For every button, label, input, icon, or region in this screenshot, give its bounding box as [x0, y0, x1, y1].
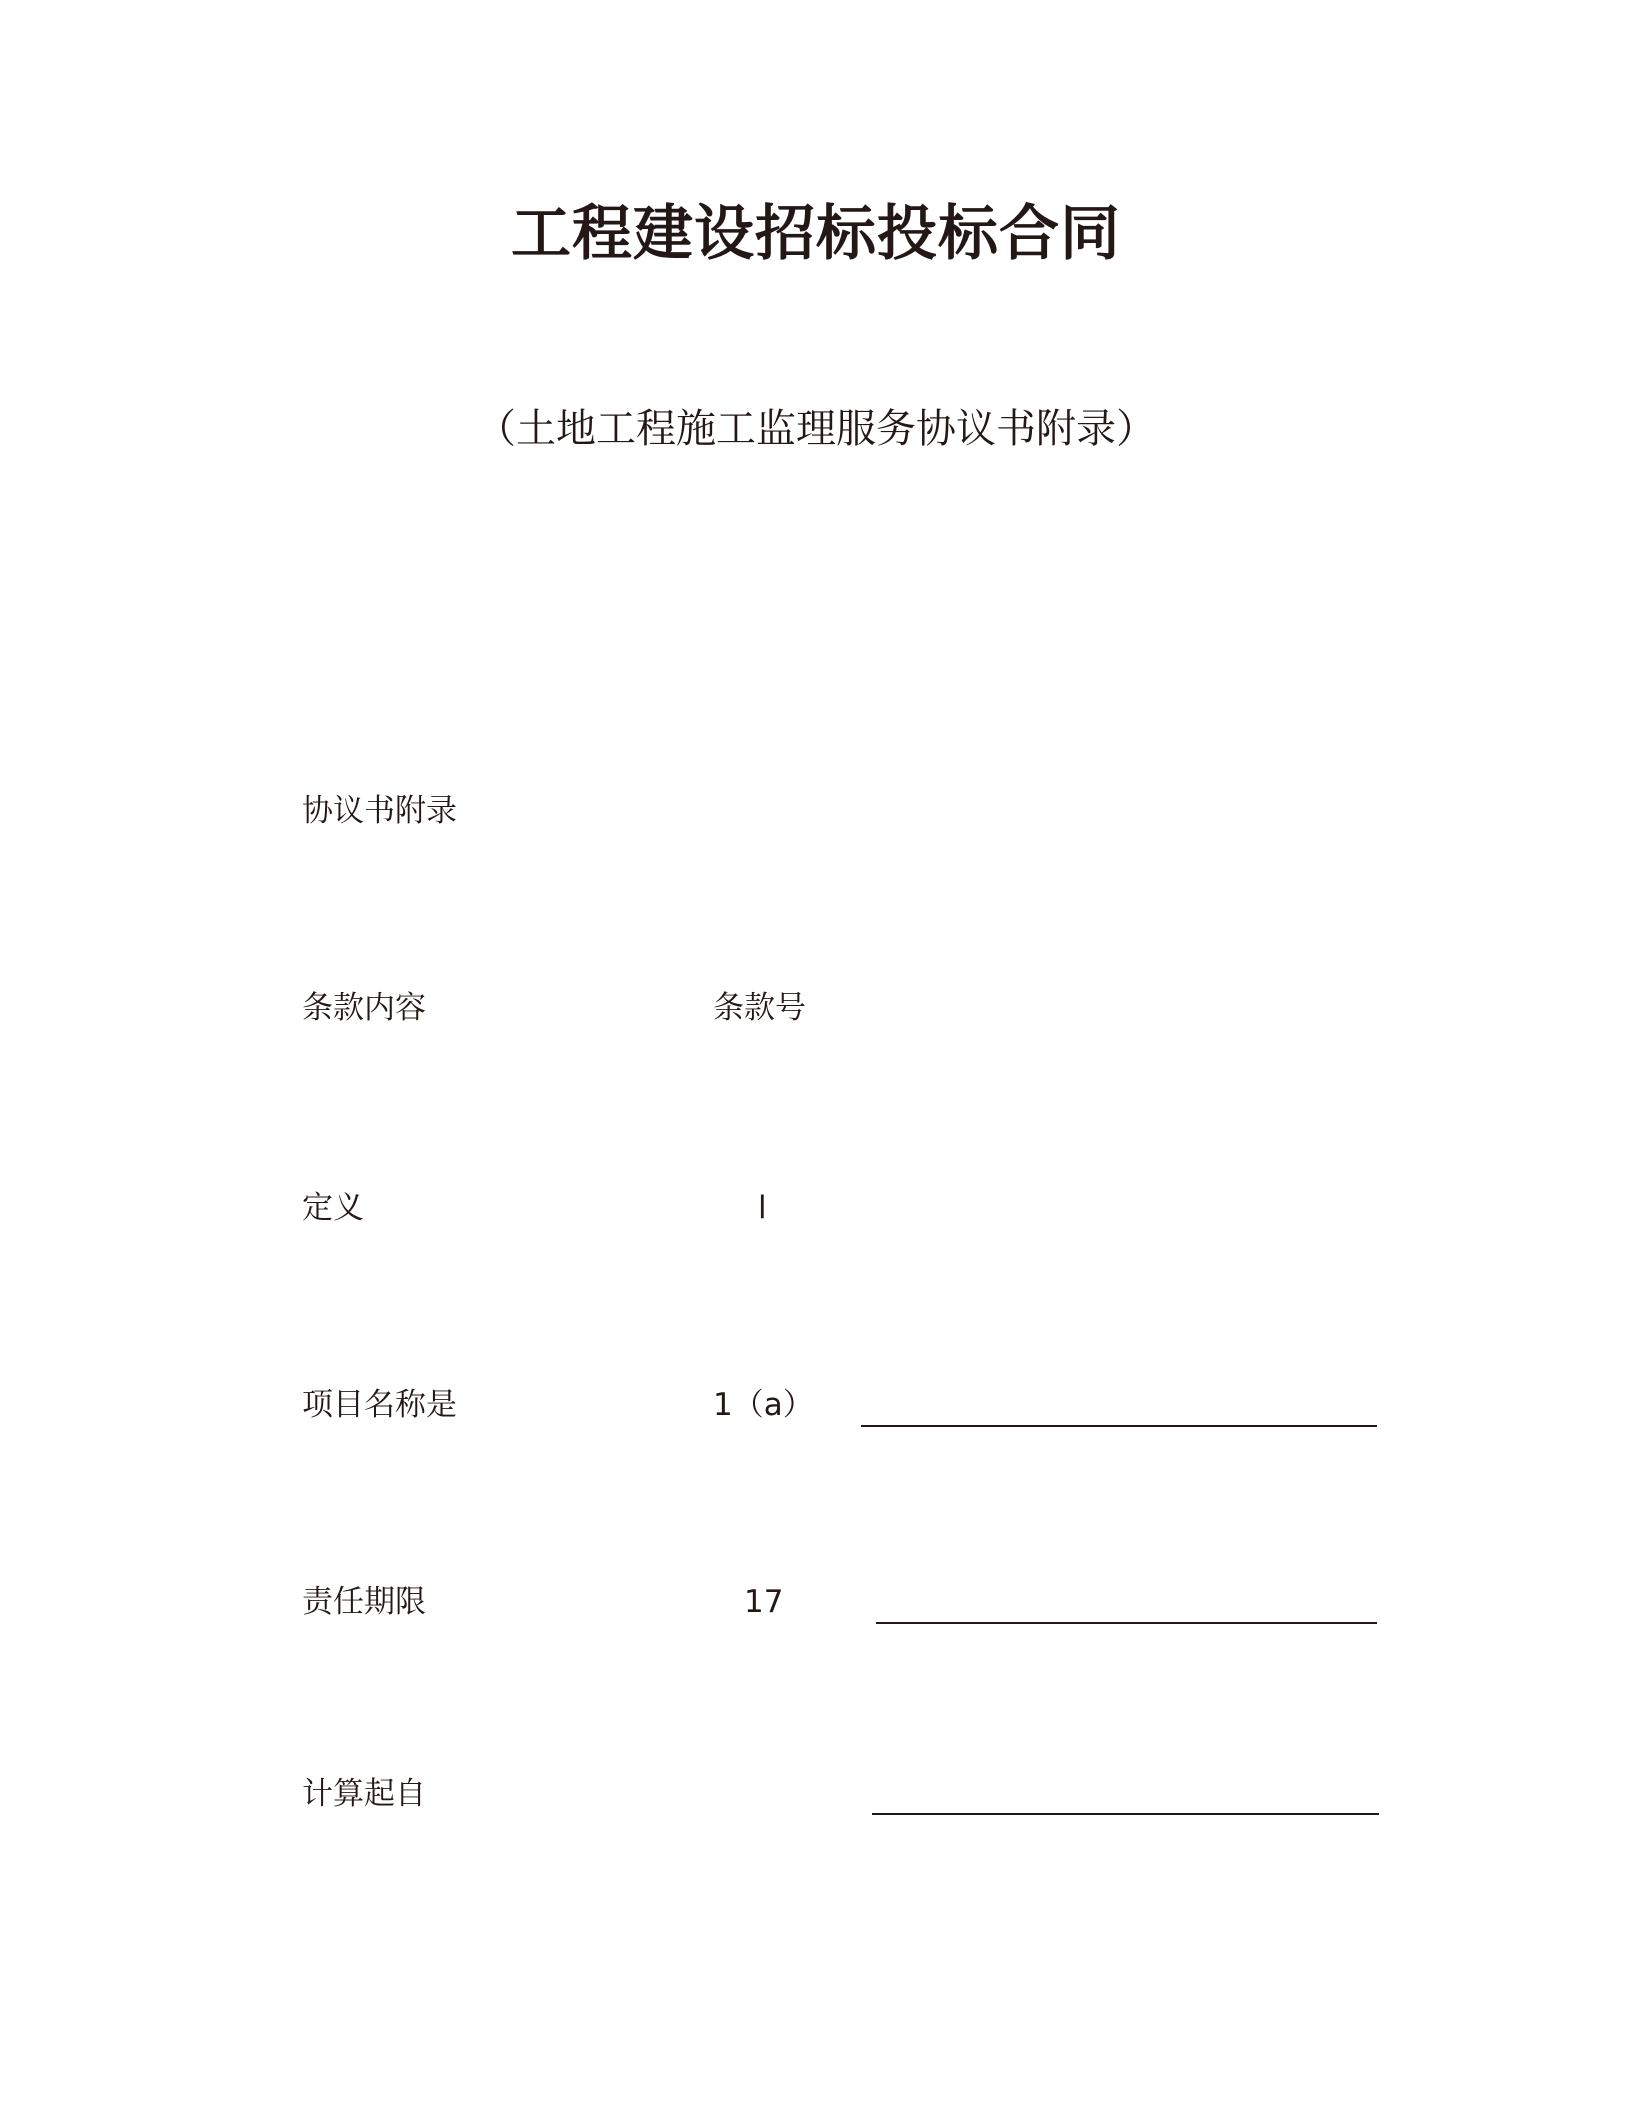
header-content-column: 条款内容: [302, 990, 426, 1026]
row-label-liability-period: 责任期限: [302, 1584, 426, 1620]
row-label-calculated-from: 计算起自: [302, 1776, 426, 1812]
project-name-blank-line[interactable]: [861, 1425, 1377, 1427]
row-clause-definition: l: [758, 1190, 767, 1226]
row-label-definition: 定义: [302, 1190, 364, 1226]
calculated-from-blank-line[interactable]: [872, 1813, 1379, 1815]
document-subtitle: （土地工程施工监理服务协议书附录）: [476, 406, 1156, 452]
liability-period-blank-line[interactable]: [876, 1622, 1377, 1624]
section-heading: 协议书附录: [302, 793, 457, 829]
header-clause-column: 条款号: [713, 990, 806, 1026]
document-title: 工程建设招标投标合同: [511, 199, 1121, 269]
row-clause-project-name: 1（a）: [713, 1387, 814, 1423]
row-label-project-name: 项目名称是: [302, 1387, 457, 1423]
row-clause-liability-period: 17: [744, 1584, 784, 1620]
